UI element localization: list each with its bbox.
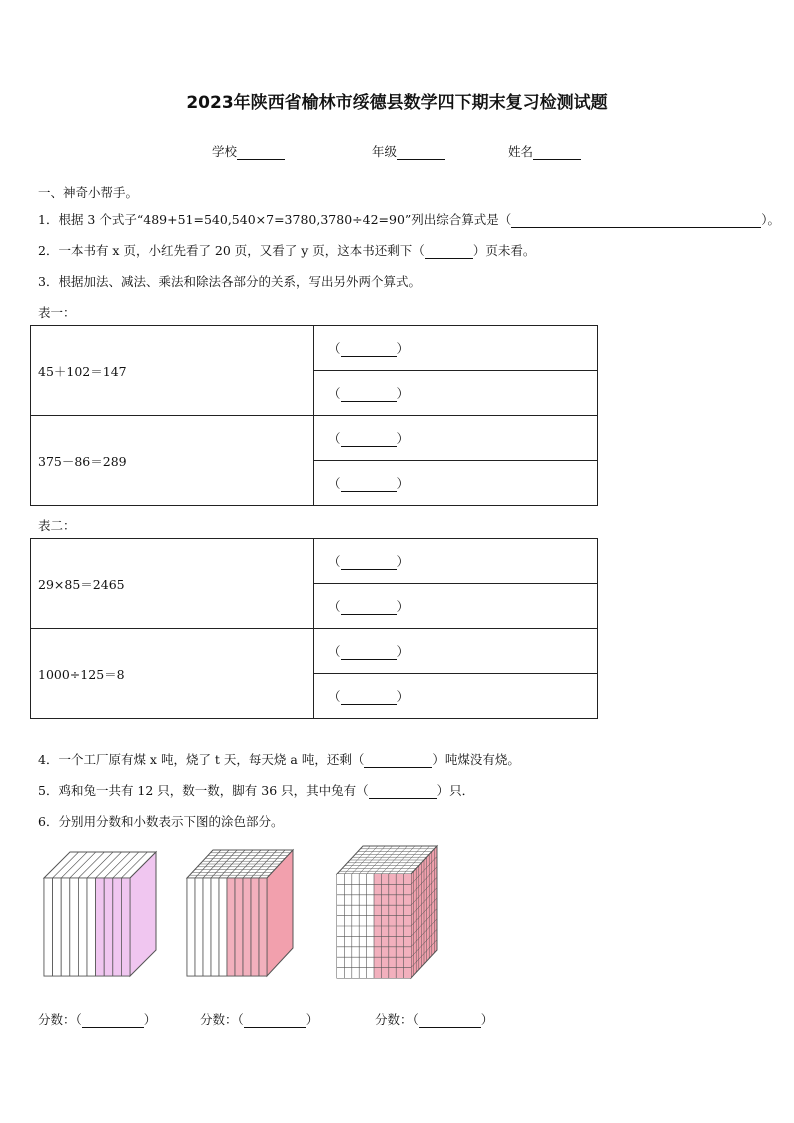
fraction-label: 分数： — [200, 1012, 238, 1027]
answer-cell: （ ） — [314, 629, 598, 674]
table1-label: 表一： — [38, 305, 76, 320]
strip — [87, 878, 96, 976]
school-label: 学校 — [212, 144, 238, 159]
table1-equation: 45＋102＝147 — [31, 326, 314, 416]
strip — [61, 878, 70, 976]
q1-tail: ）。 — [761, 212, 781, 227]
answer-blank[interactable] — [341, 342, 397, 357]
cube-3-figure — [333, 842, 443, 982]
answer-cell: （ ） — [314, 584, 598, 629]
q4-text: 4．一个工厂原有煤 x 吨，烧了 t 天，每天烧 a 吨，还剩（ — [38, 752, 365, 767]
fraction-label: 分数： — [38, 1012, 76, 1027]
strip — [44, 878, 53, 976]
strip — [235, 878, 243, 976]
q2-text: 2．一本书有 x 页，小红先看了 20 页，又看了 y 页，这本书还剩下（ — [38, 243, 425, 258]
answer-cell: （ ） — [314, 461, 598, 506]
q5-tail: ）只． — [436, 783, 475, 798]
strip — [251, 878, 259, 976]
answer-blank[interactable] — [341, 690, 397, 705]
answer-cell: （ ） — [314, 539, 598, 584]
section-heading: 一、神奇小帮手。 — [38, 185, 139, 200]
table1-equation: 375－86＝289 — [31, 416, 314, 506]
page-title: 2023年陕西省榆林市绥德县数学四下期末复习检测试题 — [186, 93, 608, 113]
question-5 — [38, 781, 474, 799]
question-6: 6．分别用分数和小数表示下图的涂色部分。 — [38, 814, 284, 829]
school-field — [212, 142, 285, 160]
strip — [211, 878, 219, 976]
school-blank[interactable] — [237, 146, 285, 160]
answer-blank[interactable] — [341, 645, 397, 660]
table2-label: 表二： — [38, 518, 76, 533]
q4-answer-blank[interactable] — [364, 753, 432, 768]
answer-cell: （ ） — [314, 416, 598, 461]
strip — [96, 878, 105, 976]
q5-answer-blank[interactable] — [369, 784, 437, 799]
table2-equation: 29×85＝2465 — [31, 539, 314, 629]
strip — [104, 878, 113, 976]
fraction-blank[interactable] — [419, 1013, 481, 1028]
fraction-answer-2: 分数：（ ） — [200, 1012, 319, 1027]
strip — [53, 878, 62, 976]
q2-answer-blank[interactable] — [425, 244, 473, 259]
question-3: 3．根据加法、减法、乘法和除法各部分的关系，写出另外两个算式。 — [38, 274, 421, 289]
cube-2-figure — [185, 846, 300, 981]
strip — [113, 878, 122, 976]
fraction-blank[interactable] — [244, 1013, 306, 1028]
strip — [203, 878, 211, 976]
q1-text: 1．根据 3 个式子“489+51=540,540×7=3780,3780÷42=90”列出综合算式是（ — [38, 212, 512, 227]
table2-equation: 1000÷125＝8 — [31, 629, 314, 719]
name-label: 姓名 — [508, 144, 534, 159]
fraction-blank[interactable] — [82, 1013, 144, 1028]
q1-answer-blank[interactable] — [511, 213, 761, 228]
strip — [219, 878, 227, 976]
answer-blank[interactable] — [341, 555, 397, 570]
answer-cell: （ ） — [314, 371, 598, 416]
grade-label: 年级 — [372, 144, 398, 159]
cube-3-front-grid — [337, 874, 411, 978]
question-1 — [38, 210, 780, 228]
strip — [78, 878, 87, 976]
q2-tail: ）页未看。 — [472, 243, 536, 258]
answer-cell: （ ） — [314, 674, 598, 719]
cube-1-front-strips — [44, 878, 130, 976]
fraction-answer-3: 分数：（ ） — [375, 1012, 494, 1027]
strip — [259, 878, 267, 976]
strip — [195, 878, 203, 976]
question-2 — [38, 241, 535, 259]
question-4 — [38, 750, 520, 768]
answer-blank[interactable] — [341, 477, 397, 492]
answer-blank[interactable] — [341, 387, 397, 402]
q5-text: 5．鸡和兔一共有 12 只，数一数，脚有 36 只，其中兔有（ — [38, 783, 369, 798]
strip — [243, 878, 251, 976]
strip — [121, 878, 130, 976]
fraction-answer-1: 分数：（ ） — [38, 1012, 157, 1027]
answer-blank[interactable] — [341, 432, 397, 447]
strip — [227, 878, 235, 976]
strip — [70, 878, 79, 976]
name-field — [508, 142, 581, 160]
name-blank[interactable] — [533, 146, 581, 160]
grade-blank[interactable] — [397, 146, 445, 160]
cube-1-figure — [40, 846, 165, 981]
cube-2-front-strips — [187, 878, 267, 976]
fraction-label: 分数： — [375, 1012, 413, 1027]
table-1 — [30, 325, 598, 506]
answer-cell: （ ） — [314, 326, 598, 371]
answer-blank[interactable] — [341, 600, 397, 615]
q4-tail: ）吨煤没有烧。 — [432, 752, 520, 767]
table-2 — [30, 538, 598, 719]
strip — [187, 878, 195, 976]
grade-field — [372, 142, 445, 160]
